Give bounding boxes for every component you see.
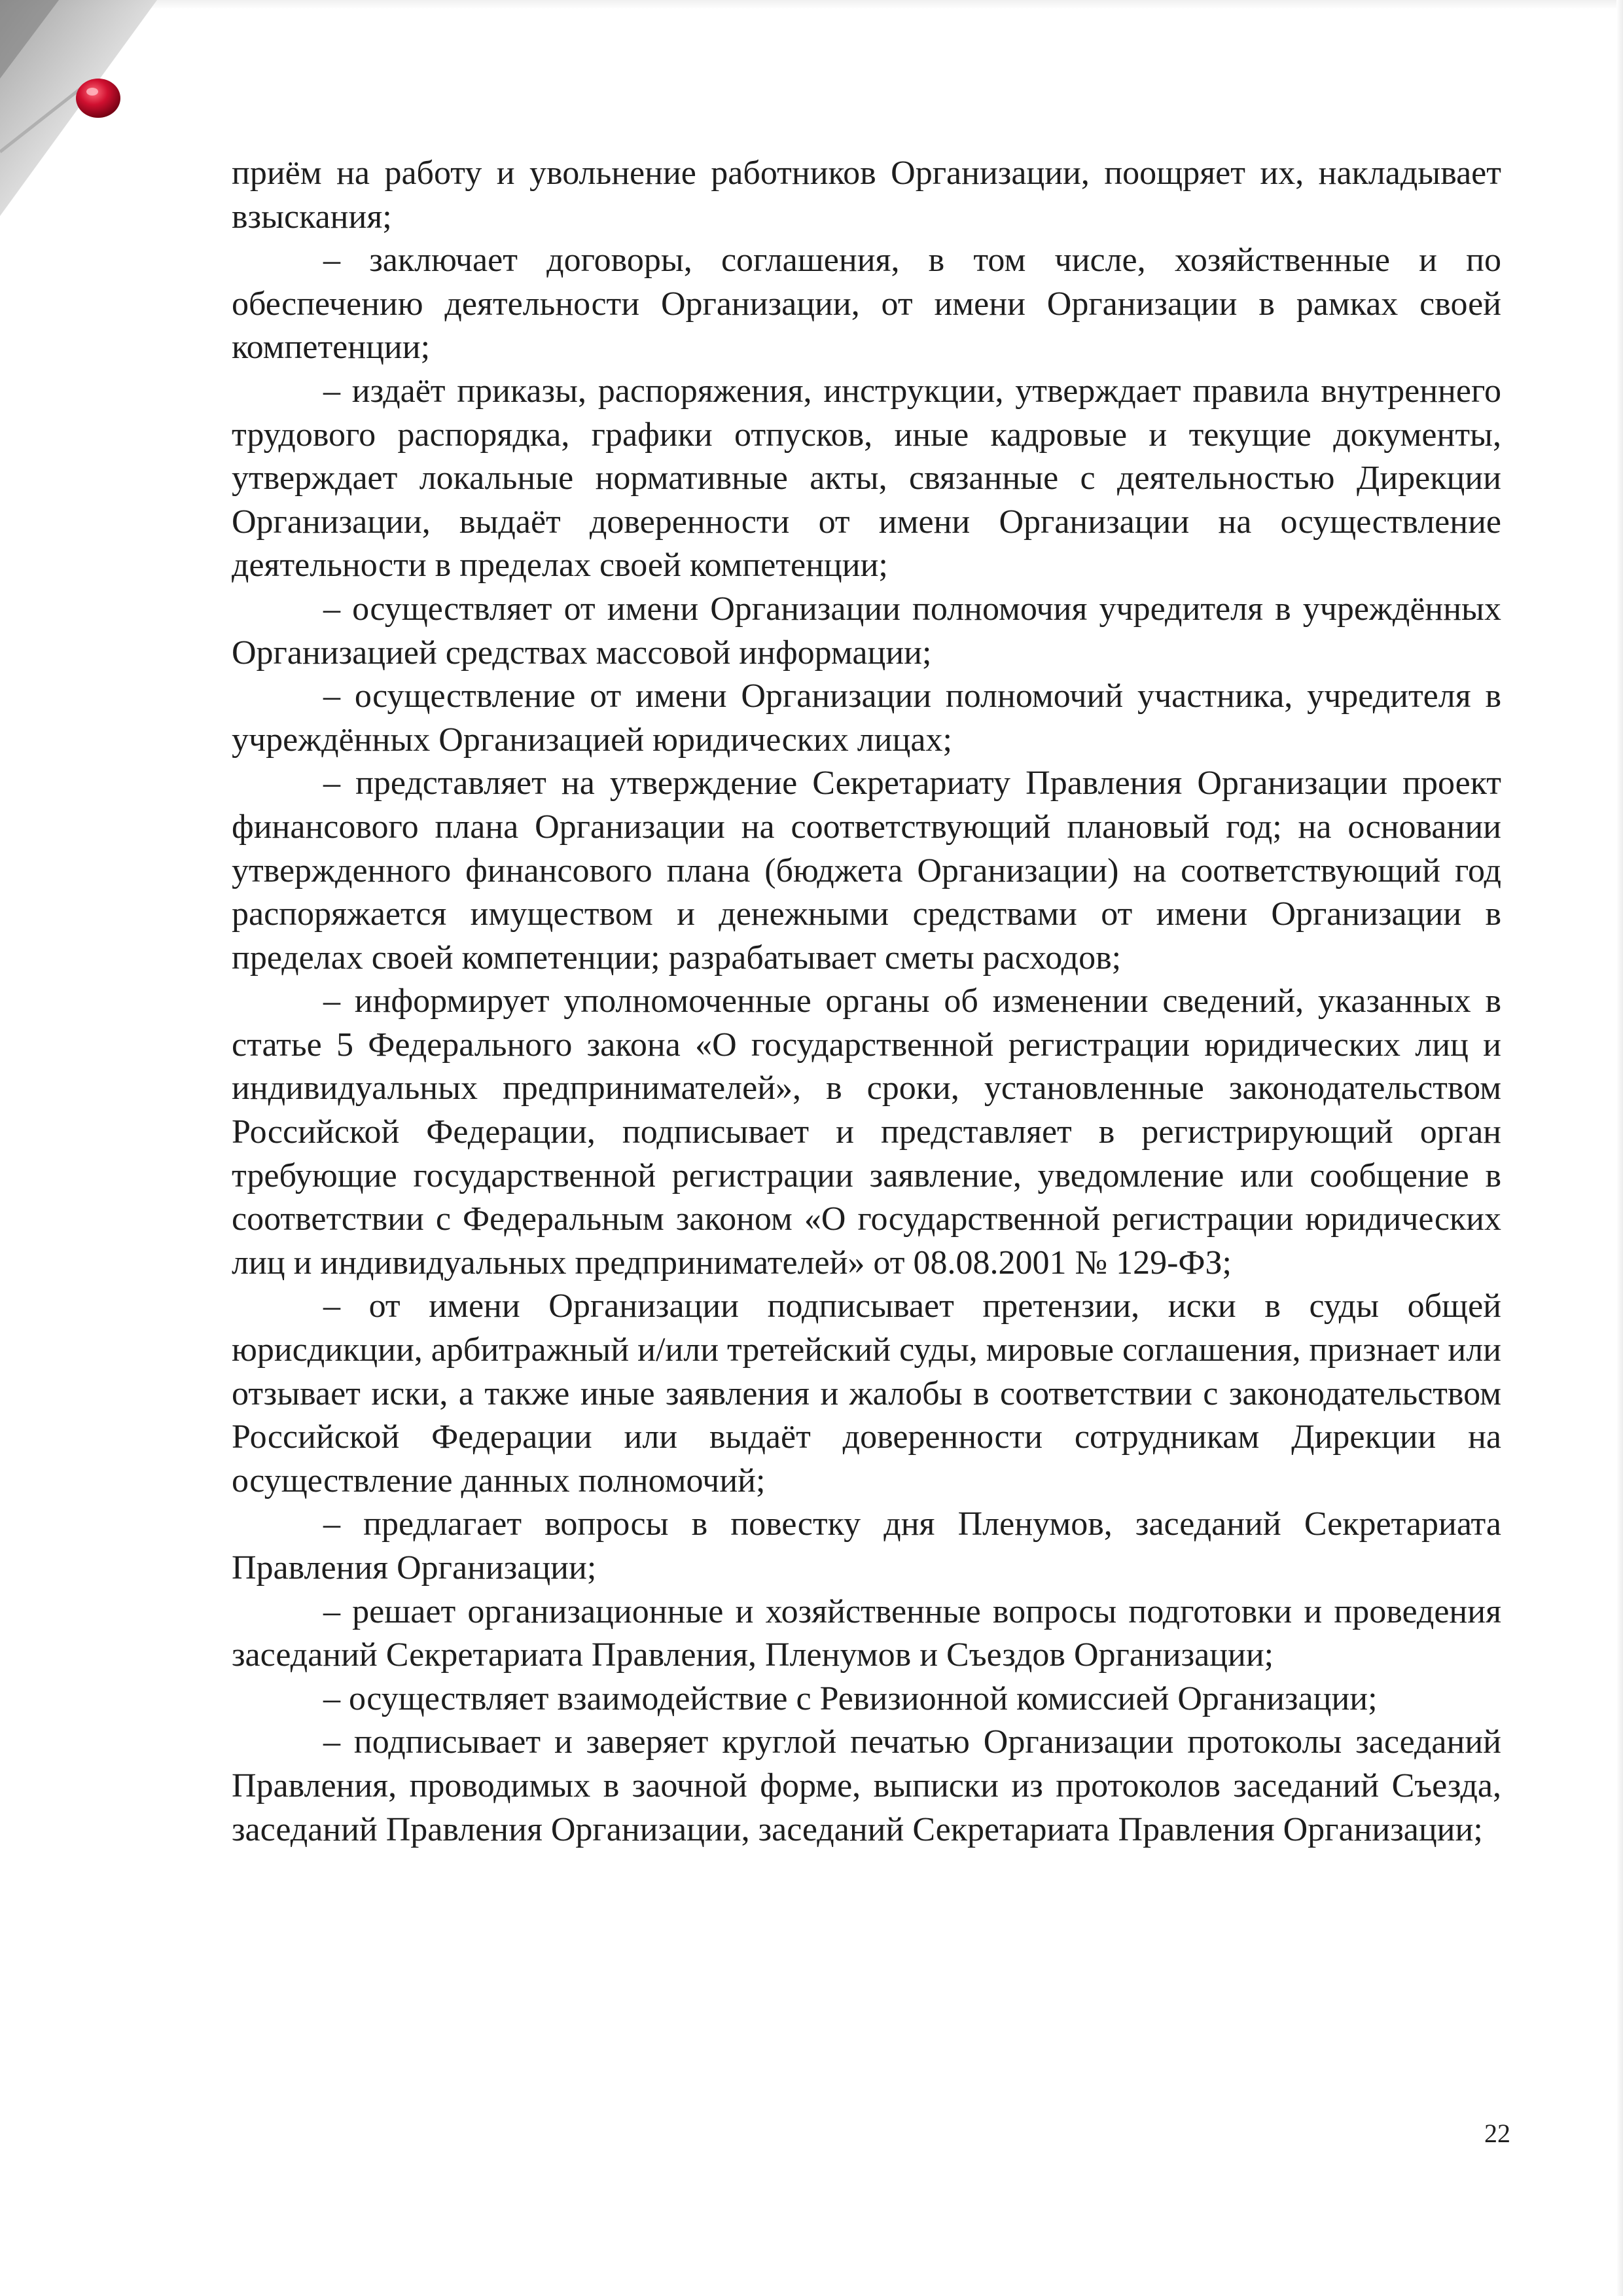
paragraph: – заключает договоры, соглашения, в том числе, хозяйственные и по обеспечению деятельности Организации, от имени Организации в рамках своей компетенции; xyxy=(232,242,1501,367)
page-right-edge xyxy=(1616,0,1623,2296)
paragraph: – осуществляет от имени Организации полномочия учредителя в учреждённых Организацией средствах массовой информации; xyxy=(232,590,1501,672)
paragraph: – издаёт приказы, распоряжения, инструкции, утверждает правила внутреннего трудового распорядка, графики отпусков, иные кадровые и текущие документы, утверждает локальные нормативные акты, связанные с деятельностью Дирекции Организации, выдаёт доверенности от имени Организации на осуществление деятельности в пределах своей компетенции; xyxy=(232,372,1501,584)
paragraph: – от имени Организации подписывает претензии, иски в суды общей юрисдикции, арбитражный и/или третейский суды, мировые соглашения, признает или отзывает иски, а также иные заявления и жалобы в соответствии с законодательством Российской Федерации или выдаёт доверенности сотрудникам Дирекции на осуществление данных полномочий; xyxy=(232,1287,1501,1499)
paragraph: – решает организационные и хозяйственные вопросы подготовки и проведения заседаний Секретариата Правления, Пленумов и Съездов Организации; xyxy=(232,1592,1501,1674)
page-number: 22 xyxy=(1484,2119,1510,2148)
paragraph: – предлагает вопросы в повестку дня Пленумов, заседаний Секретариата Правления Организации; xyxy=(232,1505,1501,1587)
paragraph: – осуществление от имени Организации полномочий участника, учредителя в учреждённых Организацией юридических лицах; xyxy=(232,677,1501,759)
paragraph: – информирует уполномоченные органы об изменении сведений, указанных в статье 5 Федерального закона «О государственной регистрации юридических лиц и индивидуальных предпринимателей», в сроки, установленные законодательством Российской Федерации, подписывает и представляет в регистрирующий орган требующие государственной регистрации заявление, уведомление или сообщение в соответствии с Федеральным законом «О государственной регистрации юридических лиц и индивидуальных предпринимателей» от 08.08.2001 № 129-ФЗ; xyxy=(232,982,1501,1282)
page-top-edge xyxy=(0,0,1623,9)
paragraph: – представляет на утверждение Секретариату Правления Организации проект финансового плана Организации на соответствующий плановый год; на основании утвержденного финансового плана (бюджета Организации) на соответствующий год распоряжается имуществом и денежными средствами от имени Организации в пределах своей компетенции; разрабатывает сметы расходов; xyxy=(232,764,1501,977)
document-body xyxy=(232,152,1501,1852)
paragraph: – подписывает и заверяет круглой печатью Организации протоколы заседаний Правления, проводимых в заочной форме, выписки из протоколов заседаний Съезда, заседаний Правления Организации, заседаний Секретариата Правления Организации; xyxy=(232,1723,1501,1848)
paragraph: приём на работу и увольнение работников Организации, поощряет их, накладывает взыскания; xyxy=(232,154,1501,236)
paragraph: – осуществляет взаимодействие с Ревизионной комиссией Организации; xyxy=(323,1679,1378,1717)
red-pushpin-icon xyxy=(0,0,170,223)
